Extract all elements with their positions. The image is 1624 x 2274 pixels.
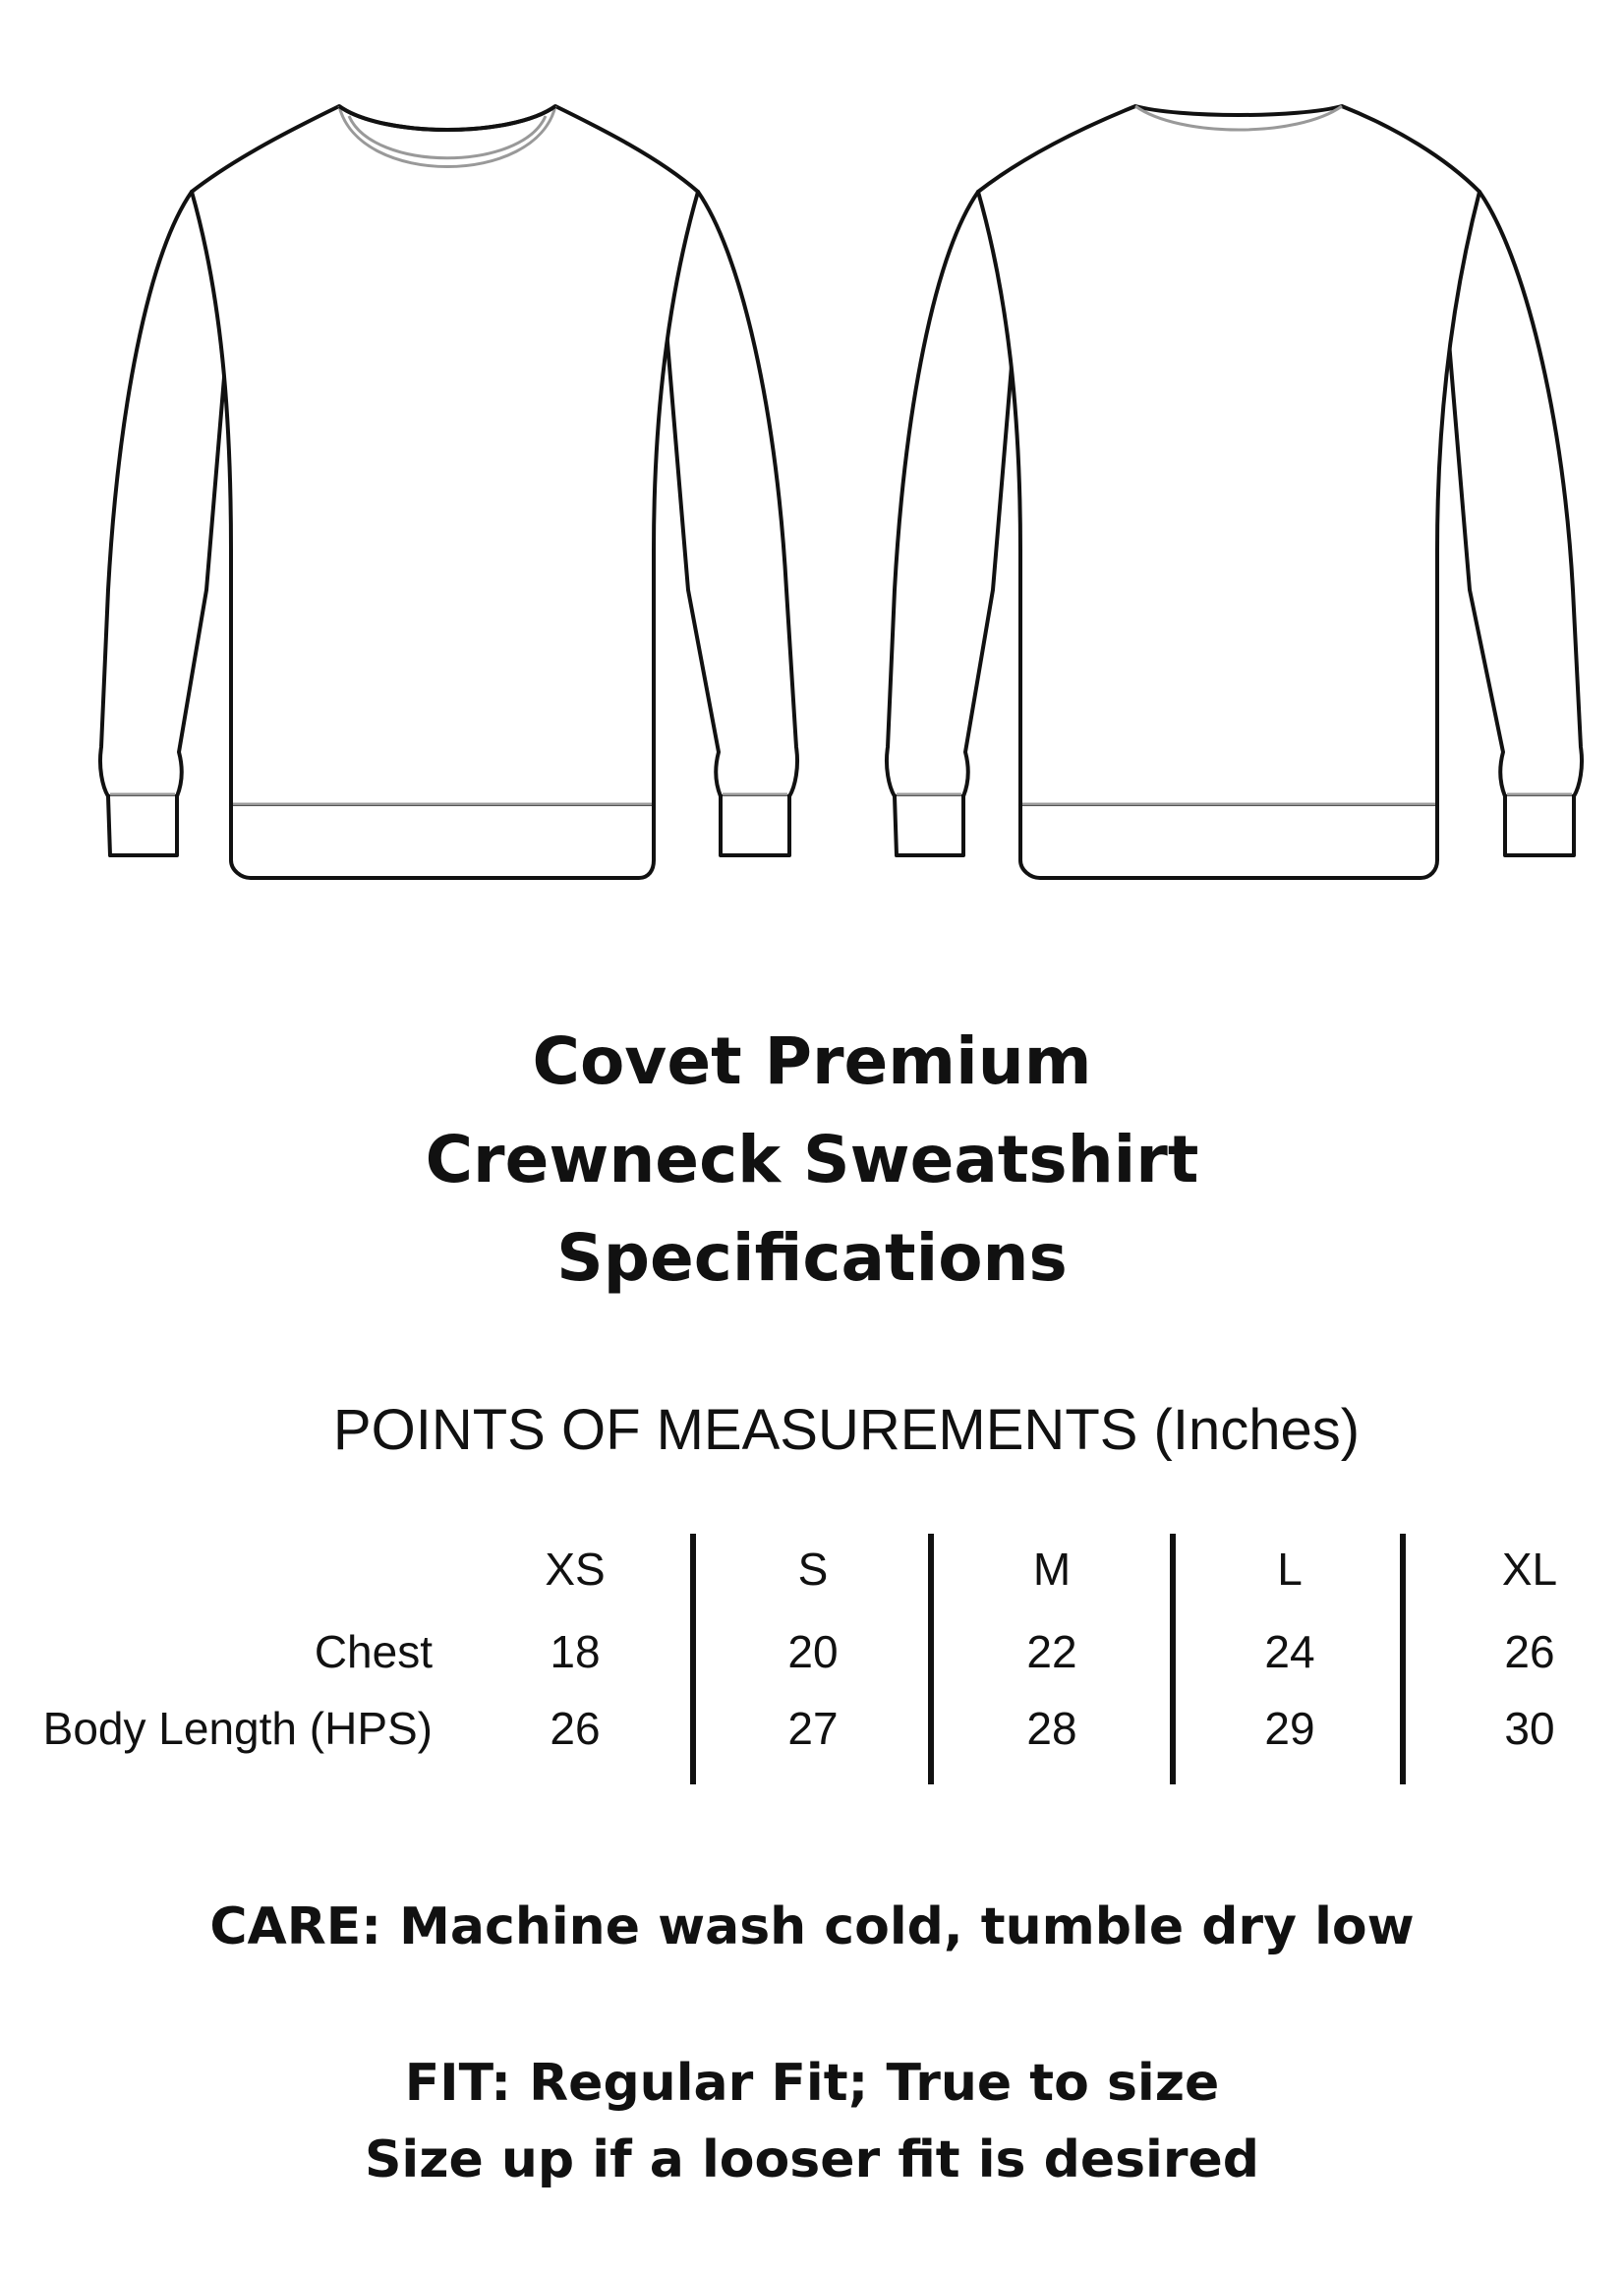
fit-line-2: Size up if a looser fit is desired — [364, 2130, 1260, 2189]
size-header-m: M — [1032, 1544, 1072, 1595]
front-body — [192, 106, 698, 806]
fit-notes — [0, 2045, 1624, 2198]
sweatshirt-front-view — [100, 106, 797, 878]
title-line-2: Crewneck Sweatshirt — [425, 1122, 1199, 1197]
chest-value-xs: 18 — [550, 1626, 601, 1677]
fit-line-1: FIT: Regular Fit; True to size — [404, 2054, 1220, 2113]
sweatshirt-back-view — [887, 106, 1582, 878]
front-right-cuff — [721, 796, 789, 855]
front-right-sleeve — [664, 192, 797, 796]
back-right-cuff — [1505, 796, 1574, 855]
page-title — [0, 1013, 1624, 1308]
column-divider — [928, 1534, 934, 1784]
column-divider — [1400, 1534, 1406, 1784]
row-label-chest: Chest — [314, 1626, 433, 1677]
back-left-cuff — [895, 796, 963, 855]
chest-value-s: 20 — [787, 1626, 839, 1677]
body-length-value-l: 29 — [1264, 1703, 1315, 1754]
size-header-l: L — [1277, 1544, 1303, 1595]
body-length-value-xl: 30 — [1504, 1703, 1555, 1754]
care-instructions: CARE: Machine wash cold, tumble dry low — [209, 1897, 1415, 1956]
back-right-sleeve — [1445, 192, 1582, 796]
front-waistband — [231, 806, 654, 878]
chest-value-m: 22 — [1026, 1626, 1077, 1677]
sweatshirt-illustration — [0, 0, 1624, 914]
back-waistband — [1020, 806, 1437, 878]
column-divider — [690, 1534, 696, 1784]
back-body — [978, 106, 1479, 806]
front-left-cuff — [108, 796, 177, 855]
chest-value-l: 24 — [1264, 1626, 1315, 1677]
body-length-value-s: 27 — [787, 1703, 839, 1754]
column-divider — [1170, 1534, 1176, 1784]
size-chart-table — [0, 1534, 1624, 1799]
title-line-1: Covet Premium — [532, 1023, 1092, 1099]
size-header-xl: XL — [1501, 1544, 1558, 1595]
title-line-3: Specifications — [556, 1220, 1068, 1296]
row-label-body-length: Body Length (HPS) — [42, 1703, 433, 1754]
size-header-xs: XS — [545, 1544, 606, 1595]
chest-value-xl: 26 — [1504, 1626, 1555, 1677]
body-length-value-m: 28 — [1026, 1703, 1077, 1754]
measurements-heading: POINTS OF MEASUREMENTS (Inches) — [332, 1398, 1361, 1462]
body-length-value-xs: 26 — [550, 1703, 601, 1754]
size-header-s: S — [797, 1544, 829, 1595]
